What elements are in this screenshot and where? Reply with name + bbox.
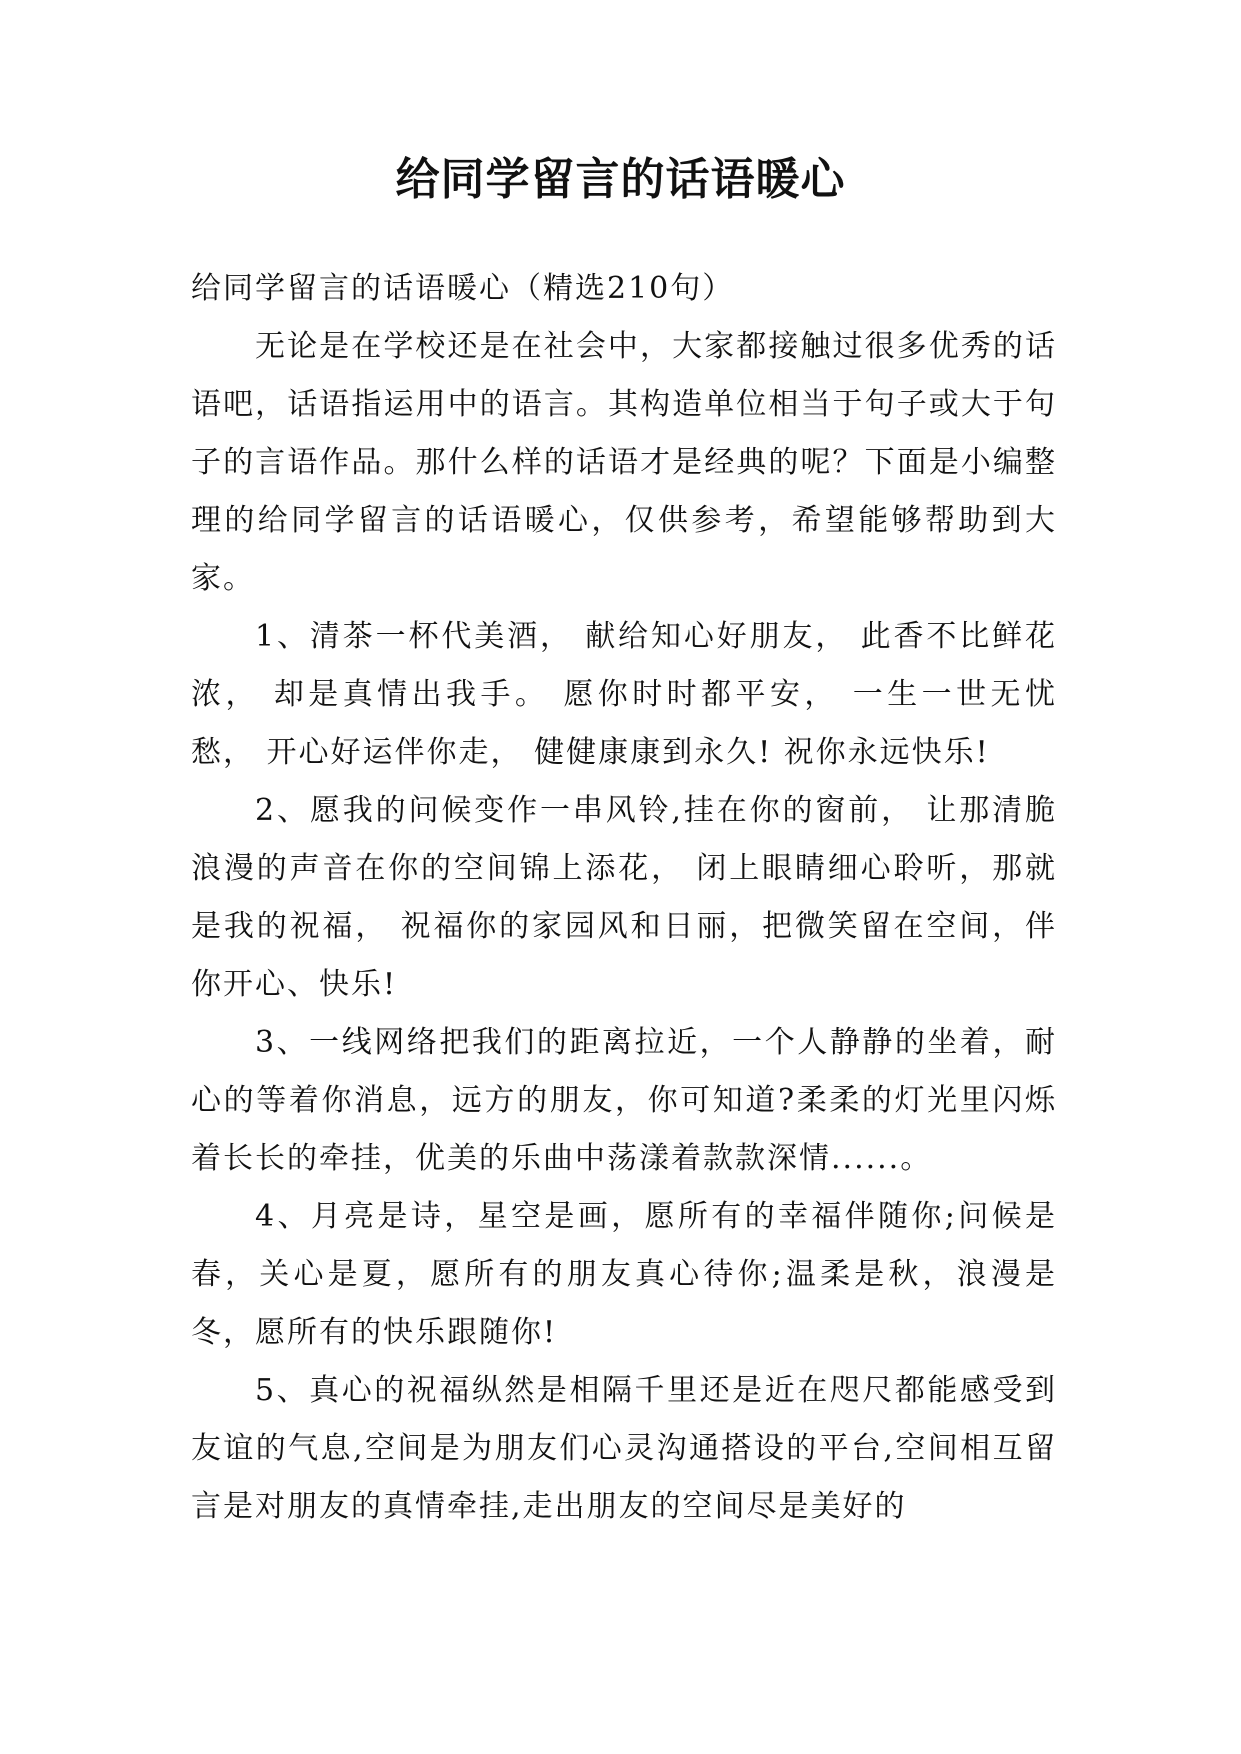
document-subtitle: 给同学留言的话语暖心（精选210句）	[191, 271, 735, 306]
message-paragraph-4: 4、月亮是诗，星空是画，愿所有的幸福伴随你;问候是春，关心是夏，愿所有的朋友真心待你;温柔是秋，浪漫是冬，愿所有的快乐跟随你!	[191, 1199, 1057, 1350]
document-body	[191, 260, 1057, 1536]
message-paragraph-1: 1、清茶一杯代美酒， 献给知心好朋友， 此香不比鲜花浓， 却是真情出我手。 愿你时时都平安， 一生一世无忧愁， 开心好运伴你走， 健健康康到永久! 祝你永远快乐!	[191, 619, 1057, 770]
message-paragraph-3: 3、一线网络把我们的距离拉近，一个人静静的坐着，耐心的等着你消息，远方的朋友，你可知道?柔柔的灯光里闪烁着长长的牵挂，优美的乐曲中荡漾着款款深情......。	[191, 1025, 1057, 1176]
intro-paragraph: 无论是在学校还是在社会中，大家都接触过很多优秀的话语吧，话语指运用中的语言。其构造单位相当于句子或大于句子的言语作品。那什么样的话语才是经典的呢？下面是小编整理的给同学留言的话语暖心，仅供参考，希望能够帮助到大家。	[191, 329, 1057, 596]
document-title: 给同学留言的话语暖心	[395, 154, 846, 205]
message-paragraph-5: 5、真心的祝福纵然是相隔千里还是近在咫尺都能感受到友谊的气息,空间是为朋友们心灵沟通搭设的平台,空间相互留言是对朋友的真情牵挂,走出朋友的空间尽是美好的	[191, 1373, 1057, 1524]
message-paragraph-2: 2、愿我的问候变作一串风铃,挂在你的窗前， 让那清脆浪漫的声音在你的空间锦上添花， 闭上眼睛细心聆听，那就是我的祝福， 祝福你的家园风和日丽，把微笑留在空间，伴你开心、快乐!	[191, 793, 1057, 1002]
